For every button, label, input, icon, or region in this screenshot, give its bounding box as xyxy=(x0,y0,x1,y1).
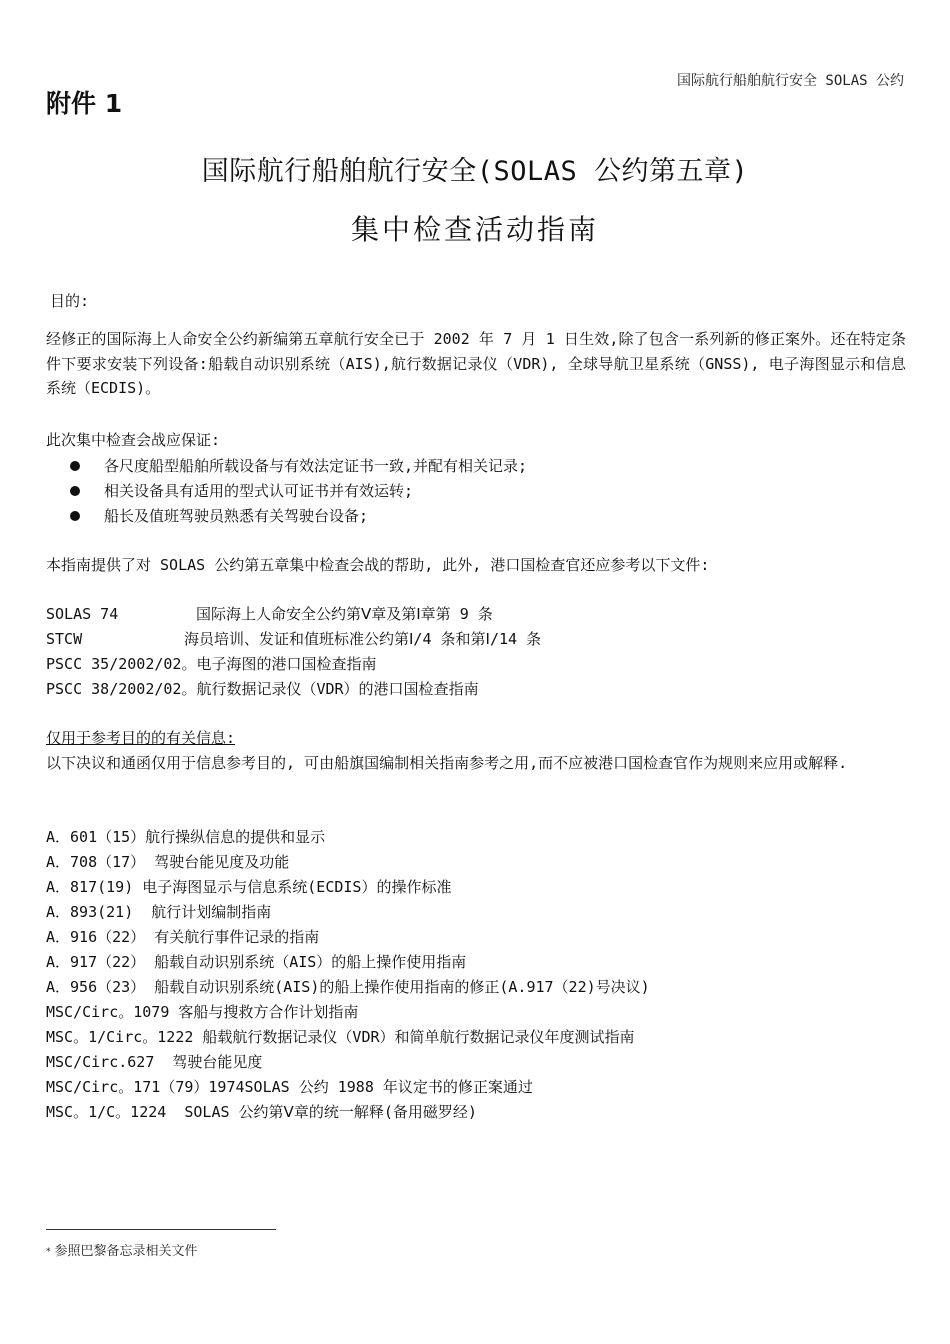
campaign-intro: 此次集中检查会战应保证: xyxy=(46,431,221,449)
resolution-item: A．917（22） 船载自动识别系统（AIS）的船上操作使用指南 xyxy=(46,953,467,972)
resolution-item: MSC。1/Circ。1222 船载航行数据记录仪（VDR）和简单航行数据记录仪年度测试指南 xyxy=(46,1028,635,1047)
resolution-item: A．817(19) 电子海图显示与信息系统(ECDIS）的操作标准 xyxy=(46,878,452,897)
reference-code: SOLAS 74 xyxy=(46,605,119,624)
document-subtitle: 集中检查活动指南 xyxy=(350,213,599,246)
resolution-item: A．708（17） 驾驶台能见度及功能 xyxy=(46,853,290,872)
reference-row xyxy=(46,627,906,652)
footnote-divider xyxy=(46,1229,276,1230)
reference-code: STCW xyxy=(46,630,83,649)
footnote-mark: * xyxy=(46,1246,51,1257)
resolution-list xyxy=(46,825,906,1125)
resolution-item: MSC/Circ.627 驾驶台能见度 xyxy=(46,1053,263,1072)
info-paragraph: 以下决议和通函仅用于信息参考目的, 可由船旗国编制相关指南参考之用,而不应被港口国检查官作为规则来应用或解释. xyxy=(46,754,848,772)
reference-list xyxy=(46,602,906,702)
reference-row xyxy=(46,602,906,627)
bullet-text: 各尺度船型船舶所载设备与有效法定证书一致,并配有相关记录; xyxy=(104,457,528,475)
resolution-item: A．601（15）航行操纵信息的提供和显示 xyxy=(46,828,326,847)
reference-description: 海员培训、发证和值班标准公约第Ⅰ/4 条和第Ⅰ/14 条 xyxy=(184,630,542,649)
reference-row xyxy=(46,677,906,702)
purpose-label: 目的: xyxy=(50,292,90,310)
resolution-item: A．893(21) 航行计划编制指南 xyxy=(46,903,272,922)
footnote-text: 参照巴黎备忘录相关文件 xyxy=(54,1244,198,1259)
bullet-item xyxy=(66,503,527,528)
campaign-bullet-list xyxy=(66,453,527,528)
resolution-item: MSC。1/C。1224 SOLAS 公约第Ⅴ章的统一解释(备用磁罗经) xyxy=(46,1103,477,1122)
bullet-dot-icon xyxy=(70,461,80,471)
reference-code: PSCC 35/2002/02。 xyxy=(46,655,197,674)
guide-paragraph: 本指南提供了对 SOLAS 公约第五章集中检查会战的帮助, 此外, 港口国检查官还应参考以下文件: xyxy=(46,556,710,574)
info-heading xyxy=(46,726,906,751)
resolution-item: A．956（23） 船载自动识别系统(AIS)的船上操作使用指南的修正(A.917（22)号决议) xyxy=(46,978,650,997)
bullet-text: 船长及值班驾驶员熟悉有关驾驶台设备; xyxy=(104,507,369,525)
resolution-item: MSC/Circ。1079 客船与搜救方合作计划指南 xyxy=(46,1003,359,1022)
bullet-dot-icon xyxy=(70,511,80,521)
resolution-item: MSC/Circ。171（79）1974SOLAS 公约 1988 年议定书的修正案通过 xyxy=(46,1078,533,1097)
purpose-paragraph: 经修正的国际海上人命安全公约新编第五章航行安全已于 2002 年 7 月 1 日生效,除了包含一系列新的修正案外。还在特定条件下要求安装下列设备:船载自动识别系统（AIS),航行数据记录仪（VDR), 全球导航卫星系统（GNSS), 电子海图显示和信息系统（ECDIS)。 xyxy=(46,330,906,397)
reference-description: 国际海上人命安全公约第Ⅴ章及第Ⅰ章第 9 条 xyxy=(196,605,493,624)
footnote xyxy=(46,1240,198,1259)
bullet-item xyxy=(66,478,527,503)
running-header-title: 国际航行船舶航行安全 SOLAS 公约 xyxy=(676,73,904,89)
resolution-item: A．916（22） 有关航行事件记录的指南 xyxy=(46,928,320,947)
info-heading-text: 仅用于参考目的的有关信息: xyxy=(46,729,236,747)
bullet-text: 相关设备具有适用的型式认可证书并有效运转; xyxy=(104,482,414,500)
bullet-item xyxy=(66,453,527,478)
reference-description: 航行数据记录仪（VDR）的港口国检查指南 xyxy=(196,680,479,699)
reference-code: PSCC 38/2002/02。 xyxy=(46,680,197,699)
bullet-dot-icon xyxy=(70,486,80,496)
reference-row xyxy=(46,652,906,677)
document-title: 国际航行船舶航行安全(SOLAS 公约第五章) xyxy=(201,156,749,187)
annex-label: 附件 1 xyxy=(46,89,123,118)
reference-description: 电子海图的港口国检查指南 xyxy=(196,655,377,674)
